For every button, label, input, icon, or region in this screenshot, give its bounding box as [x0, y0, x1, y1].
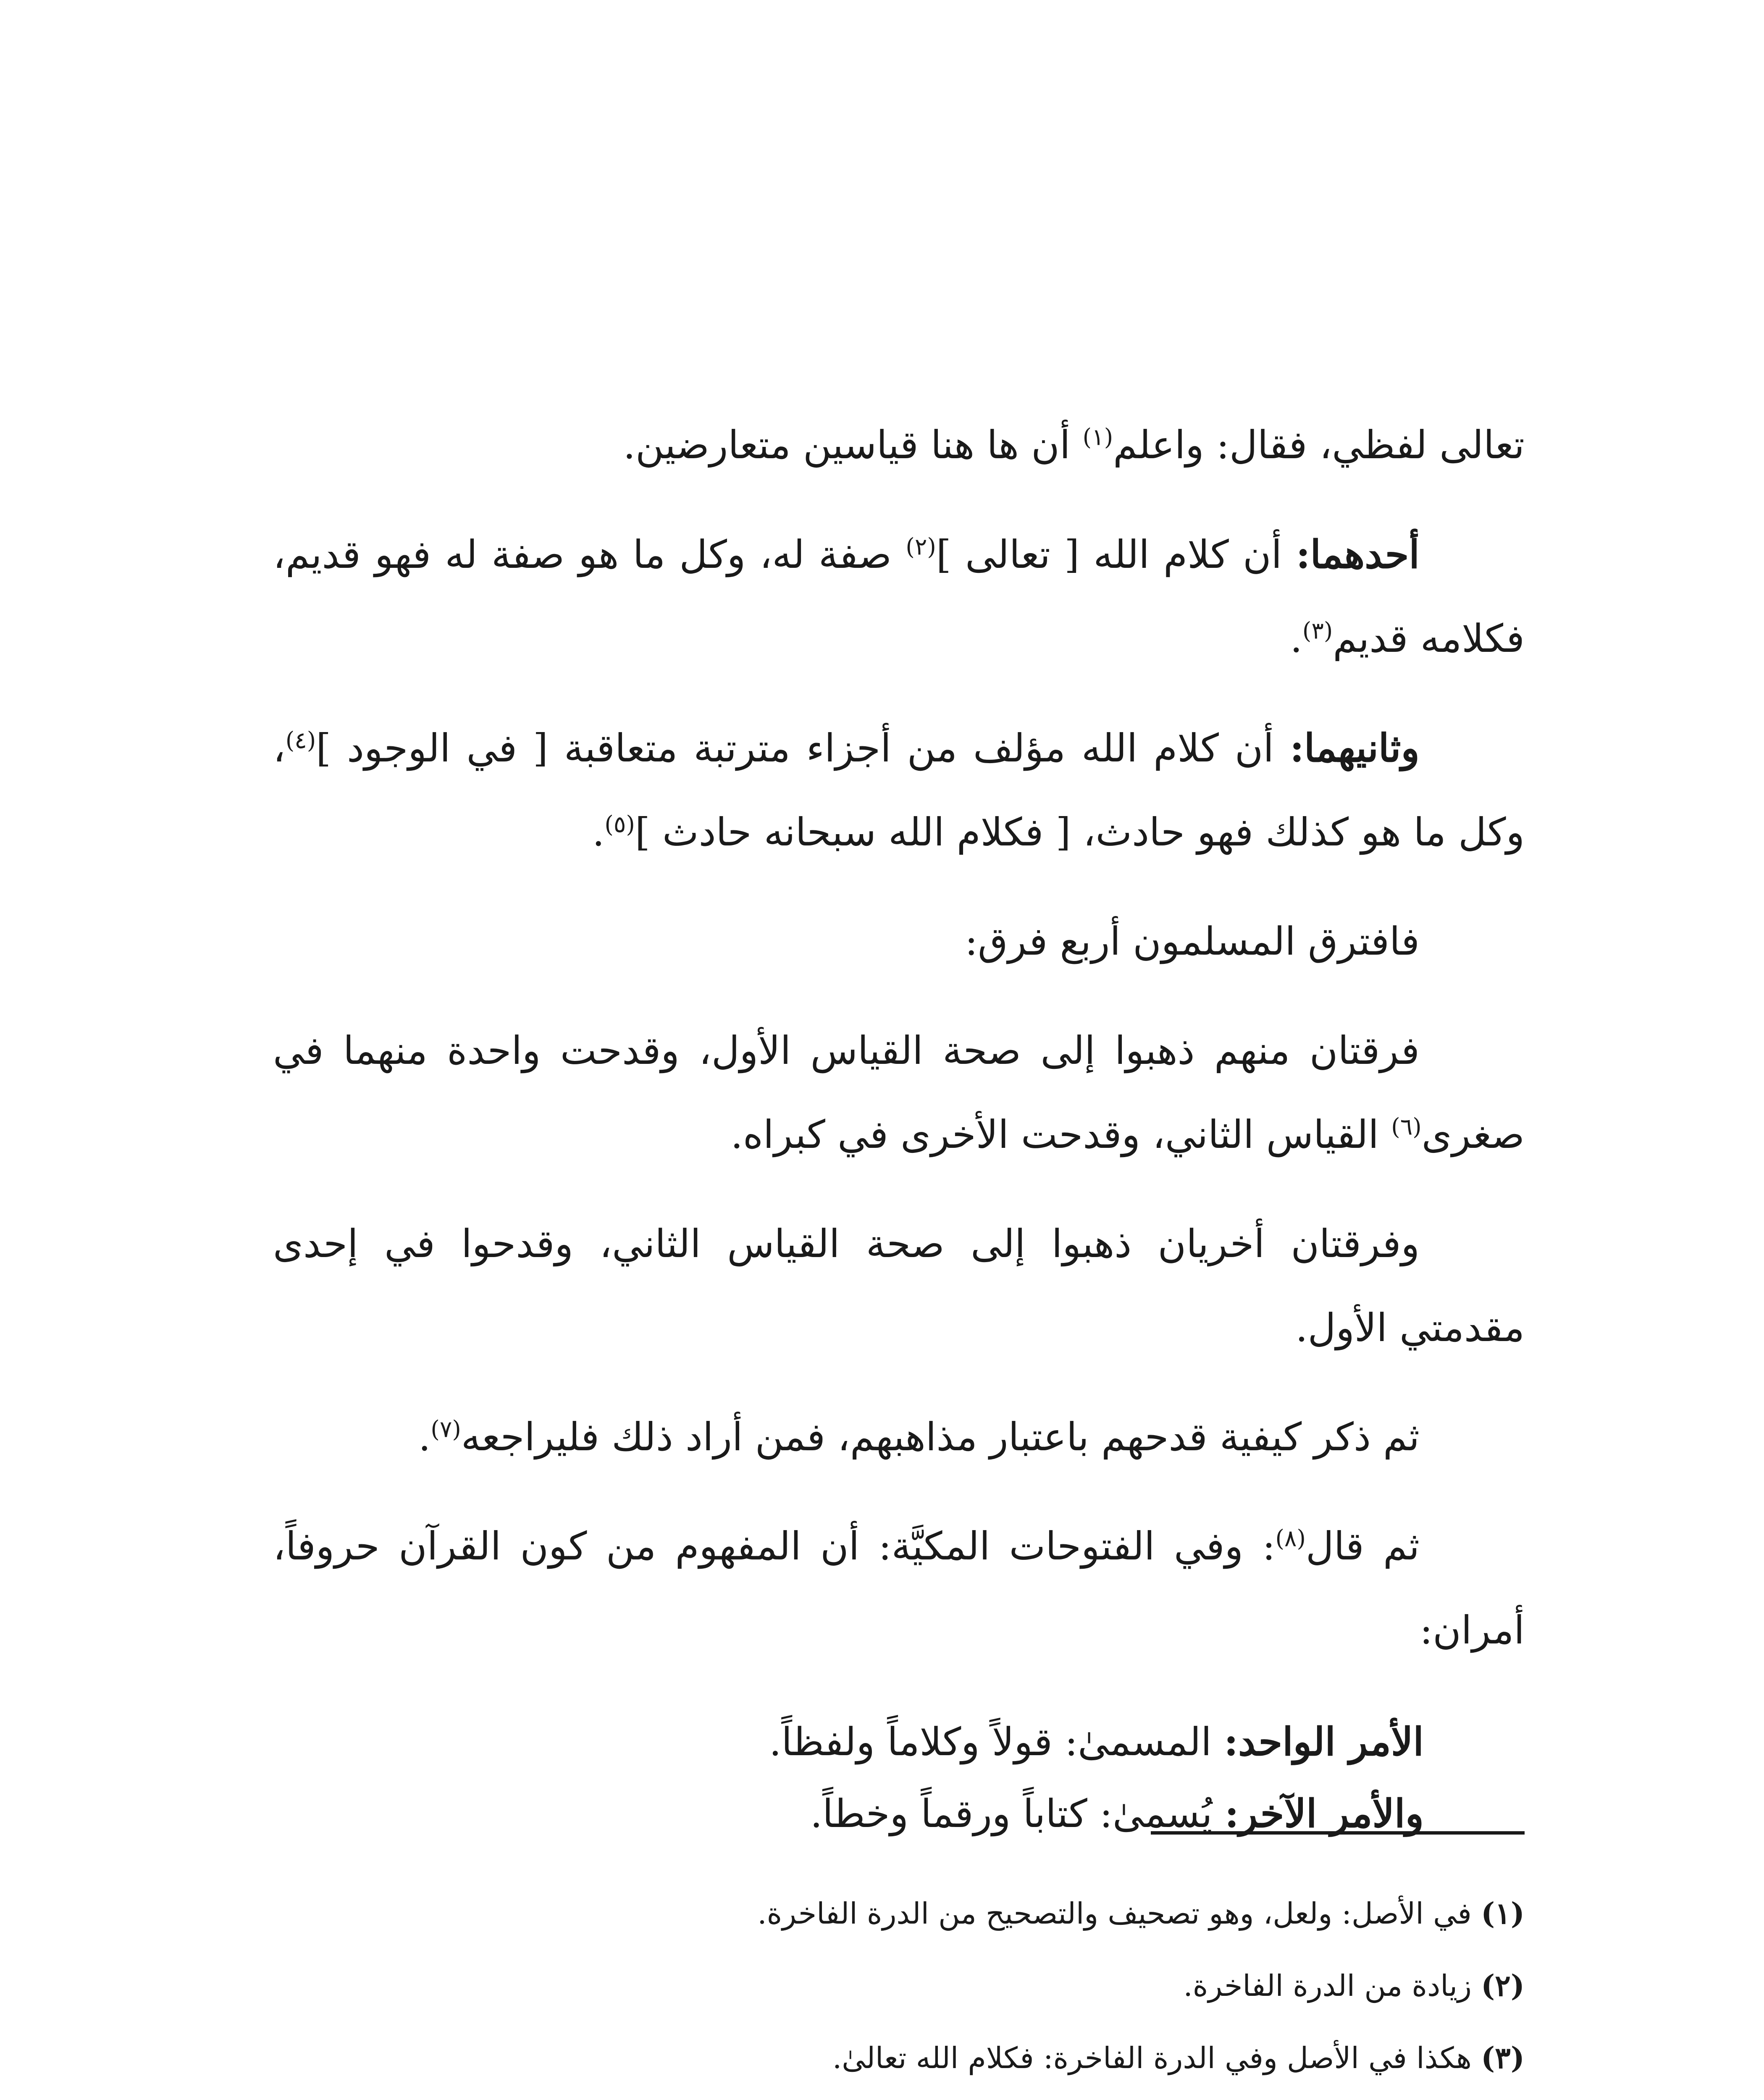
paragraph — [273, 512, 1525, 681]
main-text — [273, 403, 1525, 1850]
text-run: يُسمىٰ: كتاباً ورقماً وخطاً. — [810, 1791, 1225, 1836]
paragraph — [273, 1202, 1525, 1370]
text-run: . — [418, 1415, 431, 1460]
text-run: القياس الثاني، وقدحت الأخرى في كبراه. — [730, 1112, 1391, 1157]
paragraph — [273, 706, 1525, 874]
text-run: فرقتان منهم ذهبوا إلى صحة القياس الأول، وقدحت واحدة منهما في صغرى — [273, 1028, 1525, 1157]
matter-line — [273, 1778, 1424, 1850]
text-run: ثم ذكر كيفية قدحهم باعتبار مذاهبهم، فمن أراد ذلك فليراجعه — [461, 1415, 1420, 1460]
footnote-number: (٢) — [1481, 1968, 1525, 2003]
footnote-text: زيادة من الدرة الفاخرة. — [1183, 1969, 1481, 2003]
footnote — [273, 2022, 1525, 2094]
text-run: أن كلام الله [ تعالى ] — [936, 532, 1296, 577]
text-run: ، وكل ما هو كذلك فهو حادث، [ فكلام الله سبحانه حادث ] — [273, 726, 1525, 855]
bold-lead-text: وثانيهما: — [1289, 725, 1420, 771]
bold-lead-text: الأمر الواحد: — [1224, 1719, 1424, 1764]
text-run: تعالى لفظي، فقال: واعلم — [1113, 423, 1525, 467]
text-run: فافترق المسلمون أربع فرق: — [965, 919, 1420, 964]
footnote-marker: (٦) — [1391, 1113, 1422, 1140]
bold-lead-text: أحدهما: — [1296, 532, 1420, 577]
text-run: . — [592, 810, 605, 855]
text-run: صفة له، وكل ما هو صفة له فهو قديم، فكلامه قديم — [273, 532, 1525, 661]
footnote — [273, 1877, 1525, 1950]
footnote-marker: (٨) — [1275, 1525, 1306, 1552]
footnote-number: (١) — [1481, 1896, 1525, 1931]
footnote-text: في الأصل: ولعل، وهو تصحيف والتصحيح من الدرة الفاخرة. — [757, 1896, 1481, 1931]
footnote-number: (٣) — [1481, 2040, 1525, 2075]
text-run: وفرقتان أخريان ذهبوا إلى صحة القياس الثاني، وقدحوا في إحدى مقدمتي الأول. — [273, 1221, 1525, 1350]
two-matters-block — [273, 1706, 1424, 1850]
footnote-marker: (١) — [1082, 423, 1113, 451]
footnote-separator — [1151, 1831, 1525, 1835]
text-run: أن كلام الله مؤلف من أجزاء مترتبة متعاقبة [ في الوجود ] — [316, 726, 1290, 771]
paragraph — [273, 1395, 1525, 1479]
text-run: أن ها هنا قياسين متعارضين. — [623, 423, 1083, 467]
text-run: . — [1290, 616, 1302, 661]
text-run: ثم قال — [1305, 1524, 1420, 1569]
bold-lead-text: والأمر الآخر: — [1224, 1791, 1424, 1836]
footnotes — [273, 1877, 1525, 2100]
paragraph — [273, 1009, 1525, 1177]
footnote — [273, 2094, 1525, 2100]
footnote-marker: (٧) — [430, 1415, 461, 1443]
text-run: المسمىٰ: قولاً وكلاماً ولفظاً. — [769, 1719, 1224, 1764]
footnote-marker: (٥) — [604, 811, 635, 838]
paragraph — [273, 403, 1525, 487]
matter-line — [273, 1706, 1424, 1778]
footnote-marker: (٤) — [285, 727, 316, 754]
footnote-text: هكذا في الأصل وفي الدرة الفاخرة: فكلام الله تعالىٰ. — [832, 2041, 1481, 2075]
footnote-marker: (٢) — [906, 533, 936, 560]
footnote-marker: (٣) — [1302, 617, 1333, 644]
text-run: : وفي الفتوحات المكيَّة: أن المفهوم من كون القرآن حروفاً، أمران: — [273, 1524, 1525, 1653]
paragraph — [273, 1504, 1525, 1672]
footnote — [273, 1950, 1525, 2022]
paragraph — [273, 900, 1525, 984]
